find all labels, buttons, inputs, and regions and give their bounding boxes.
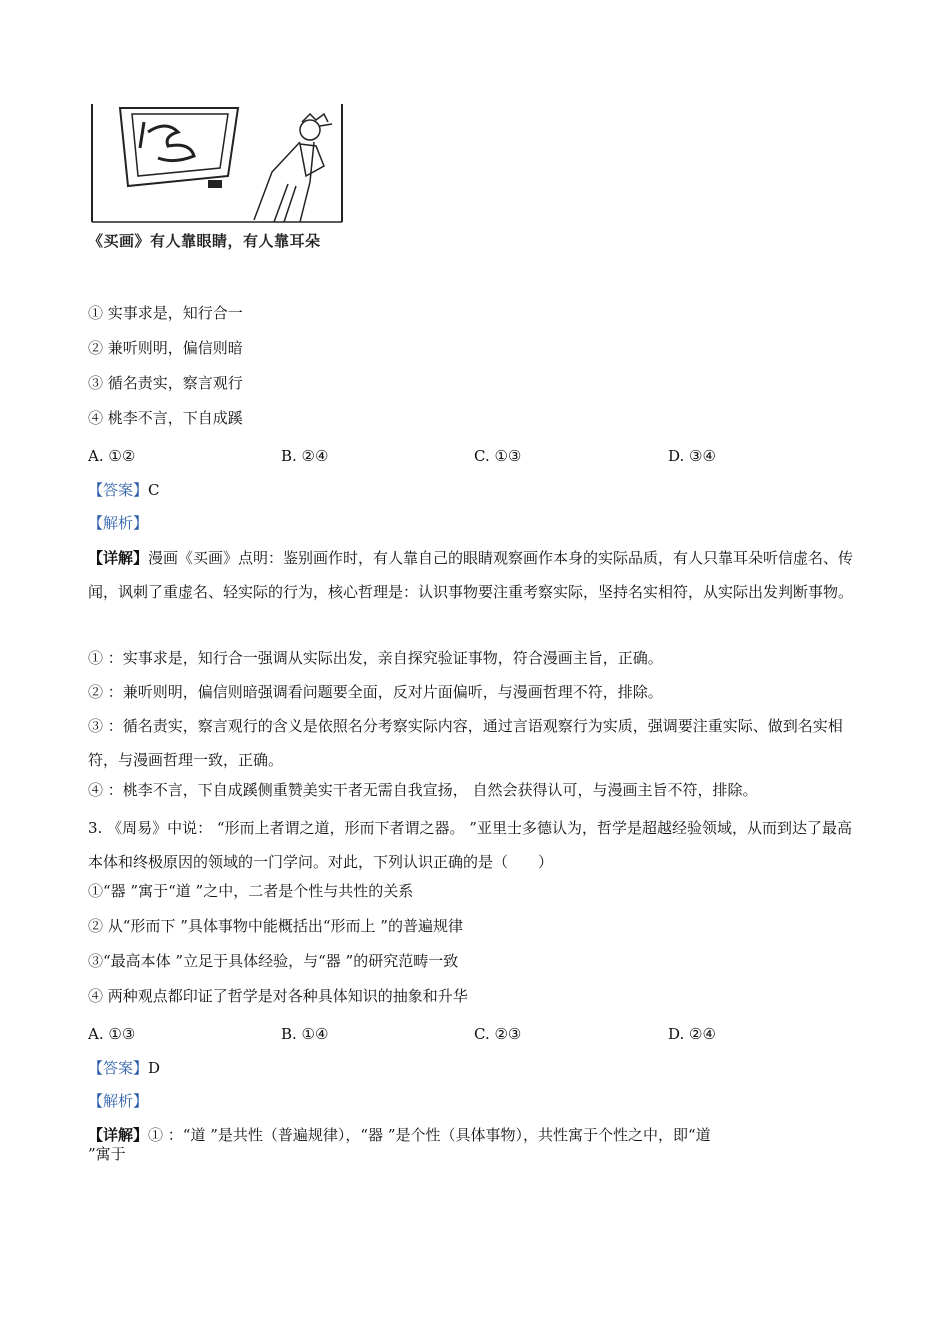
q3-detail-line-1 bbox=[88, 1125, 711, 1145]
analysis-tag: 【解析】 bbox=[88, 1092, 149, 1110]
q3-stem: 3. 《周易》中说： “形而上者谓之道，形而下者谓之器。 ”亚里士多德认为，哲学是超越经验领域，从而到达了最高本体和终极原因的领域的一门学问。对此，下列认识正确的是（ ） bbox=[88, 819, 852, 871]
answer-value: C bbox=[148, 481, 160, 499]
q3-item-1: ①“器 ”寓于“道 ”之中，二者是个性与共性的关系 bbox=[88, 882, 414, 900]
q3-analysis-heading bbox=[88, 1091, 148, 1111]
q2-detail bbox=[88, 541, 863, 609]
q2-analysis-heading bbox=[88, 513, 148, 533]
q2-item-2: ② 兼听则明，偏信则暗 bbox=[88, 339, 243, 357]
q3-answer bbox=[88, 1058, 160, 1078]
q2-option-d: D. ③④ bbox=[668, 447, 716, 465]
q2-item-3: ③ 循名责实，察言观行 bbox=[88, 374, 243, 392]
cartoon-drawing bbox=[88, 104, 358, 229]
q2-item-1: ① 实事求是，知行合一 bbox=[88, 304, 243, 322]
q2-option-b: B. ②④ bbox=[281, 447, 329, 465]
q3-option-a: A. ①③ bbox=[88, 1025, 136, 1043]
q2-explain-4: ④ ：桃李不言，下自成蹊侧重赞美实干者无需自我宣扬， 自然会获得认可，与漫画主旨不符，排除。 bbox=[88, 781, 758, 799]
detail-tag: 【详解】 bbox=[88, 549, 149, 567]
q3-item-2: ② 从“形而下 ”具体事物中能概括出“形而上 ”的普遍规律 bbox=[88, 917, 463, 935]
q2-option-a: A. ①② bbox=[88, 447, 136, 465]
detail-tag: 【详解】 bbox=[88, 1126, 149, 1144]
answer-value: D bbox=[148, 1059, 161, 1077]
q3-item-3: ③“最高本体 ”立足于具体经验，与“器 ”的研究范畴一致 bbox=[88, 952, 459, 970]
answer-tag: 【答案】 bbox=[88, 1059, 149, 1077]
q2-item-4: ④ 桃李不言，下自成蹊 bbox=[88, 409, 243, 427]
q2-answer bbox=[88, 480, 160, 500]
analysis-tag: 【解析】 bbox=[88, 514, 149, 532]
q2-explain-1: ① ：实事求是，知行合一强调从实际出发，亲自探究验证事物，符合漫画主旨，正确。 bbox=[88, 649, 663, 667]
q2-explain-3: ③ ：循名责实，察言观行的含义是依照名分考察实际内容，通过言语观察行为实质，强调要注重实际、做到名实相符，与漫画哲理一致，正确。 bbox=[88, 717, 843, 769]
q2-explain-2: ② ：兼听则明，偏信则暗强调看问题要全面，反对片面偏听，与漫画哲理不符，排除。 bbox=[88, 683, 663, 701]
q2-option-c: C. ①③ bbox=[474, 447, 522, 465]
answer-tag: 【答案】 bbox=[88, 481, 149, 499]
q3-option-b: B. ①④ bbox=[281, 1025, 329, 1043]
q3-detail-line-2: ”寓于 bbox=[88, 1145, 126, 1163]
detail-text: ① ：“道 ”是共性（普遍规律），“器 ”是个性（具体事物），共性寓于个性之中，即“道 bbox=[148, 1126, 711, 1144]
cartoon-caption: 《买画》有人靠眼睛，有人靠耳朵 bbox=[88, 232, 321, 250]
q3-option-c: C. ②③ bbox=[474, 1025, 522, 1043]
q3-item-4: ④ 两种观点都印证了哲学是对各种具体知识的抽象和升华 bbox=[88, 987, 468, 1005]
q3-option-d: D. ②④ bbox=[668, 1025, 716, 1043]
detail-text: 漫画《买画》点明：鉴别画作时，有人靠自己的眼睛观察画作本身的实际品质，有人只靠耳朵听信虚名、传闻，讽刺了重虚名、轻实际的行为，核心哲理是：认识事物要注重考察实际，坚持名实相符，从实际出发判断事物。 bbox=[88, 549, 854, 601]
